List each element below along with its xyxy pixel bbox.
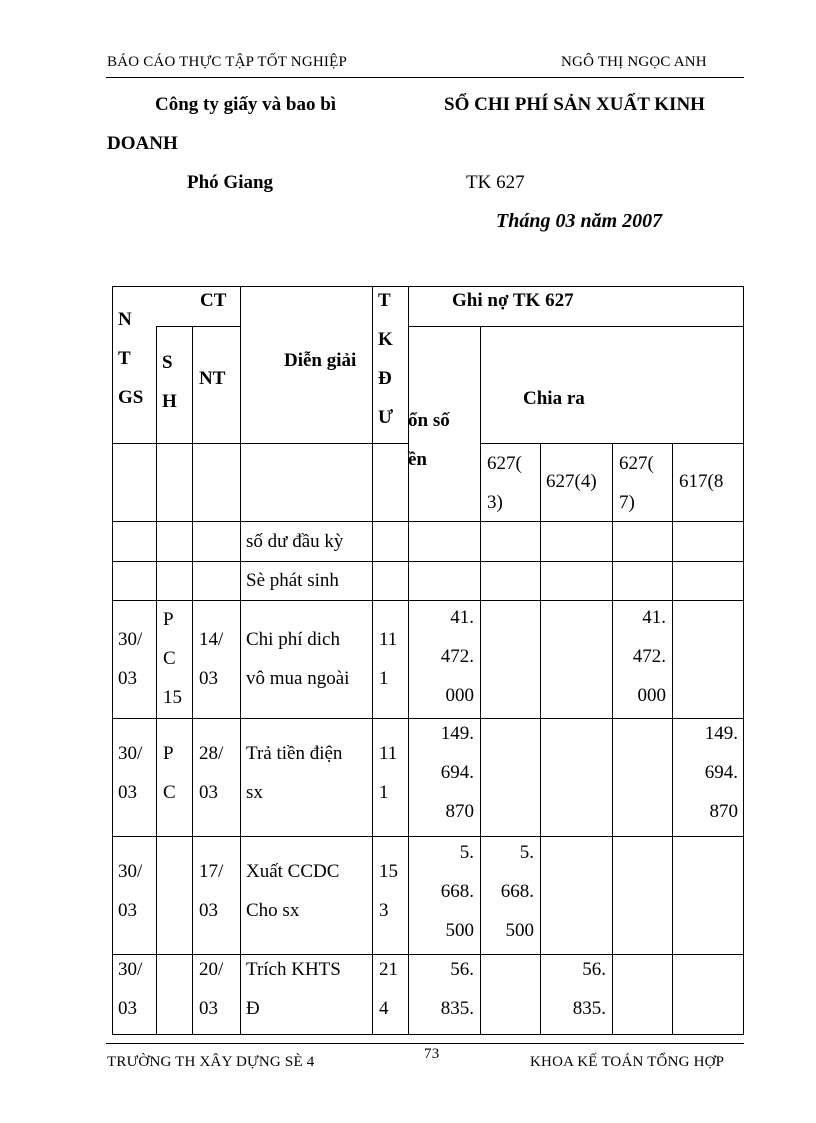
r4-c4-a: 56. (582, 959, 606, 980)
r1-desc-a: Chi phí dich (246, 629, 340, 650)
company-name-cont: DOANH (107, 133, 178, 154)
r3-ntgs (118, 852, 142, 930)
r2-tk-b: 1 (379, 782, 389, 803)
r4-nt-b: 03 (199, 998, 218, 1019)
company-name: Công ty giấy và bao bì (155, 94, 337, 115)
r2-desc-b: sx (246, 782, 263, 803)
header-ntgs-1: N (118, 309, 132, 330)
header-sh-1: S (162, 352, 173, 373)
r2-ntgs-b: 03 (118, 782, 137, 803)
r1-sh-a: P (163, 609, 174, 630)
header-627-4: 627(4) (546, 471, 597, 492)
grid-line (156, 326, 157, 1035)
header-627-3-b: 3) (487, 492, 503, 513)
header-ntgs-2: T (118, 348, 131, 369)
header-chia-ra: Chia ra (523, 388, 585, 409)
grid-line (672, 443, 673, 1035)
header-ntgs-3: GS (118, 387, 144, 408)
r2-ntgs (118, 734, 142, 812)
header-ct: CT (200, 290, 227, 311)
r3-ntgs-a: 30/ (118, 861, 143, 882)
r4-desc-b: Đ (246, 998, 260, 1019)
r2-sh-b: C (163, 782, 176, 803)
header-627-7-b: 7) (619, 492, 635, 513)
r1-ntgs (118, 620, 142, 698)
r2-c8-c: 870 (709, 801, 738, 822)
r4-total-b: 835. (440, 998, 474, 1019)
grid-line (156, 326, 240, 327)
r3-c3-a: 5. (519, 842, 534, 863)
r2-c8-a: 149. (704, 723, 738, 744)
r3-total-c: 500 (445, 920, 474, 941)
r2-desc (246, 734, 342, 812)
grid-line (408, 286, 409, 1035)
r1-sh-b: C (163, 648, 176, 669)
page-number: 73 (424, 1046, 440, 1062)
footer-rule (106, 1043, 744, 1044)
header-627-3-a: 627( (487, 453, 522, 474)
r1-sh (163, 600, 182, 717)
r4-tk-b: 4 (379, 998, 389, 1019)
header-report-title: BÁO CÁO THỰC TẬP TỐT NGHIỆP (107, 54, 347, 70)
header-tkdu-3: Đ (378, 368, 392, 389)
grid-line (192, 326, 193, 1035)
r4-tk-a: 21 (379, 959, 398, 980)
r2-tk-a: 11 (379, 743, 398, 764)
r2-sh (163, 734, 176, 812)
r1-c7-c: 000 (637, 685, 666, 706)
header-tkdu-1: T (378, 290, 391, 311)
r2-nt-b: 03 (199, 782, 218, 803)
r2-total-a: 149. (440, 723, 474, 744)
r1-nt-a: 14/ (199, 629, 224, 650)
ledger-account: TK 627 (466, 172, 525, 193)
header-sh-2: H (162, 391, 177, 412)
r1-c7-a: 41. (642, 607, 666, 628)
r3-c3-b: 668. (500, 881, 534, 902)
header-rule (106, 77, 744, 78)
r1-tk-b: 1 (379, 668, 389, 689)
header-tong-so-1: ổn số (408, 410, 450, 431)
r3-nt-a: 17/ (199, 861, 224, 882)
header-617-8: 617(8 (679, 471, 724, 492)
r3-627-3 (484, 833, 534, 950)
r1-total (412, 598, 474, 715)
company-location: Phó Giang (187, 172, 274, 193)
r4-total (412, 950, 474, 1028)
ledger-period: Tháng 03 năm 2007 (496, 210, 663, 232)
header-627-7-a: 627( (619, 453, 654, 474)
r3-desc-b: Cho sx (246, 900, 300, 921)
r2-total-c: 870 (445, 801, 474, 822)
r3-total-a: 5. (459, 842, 474, 863)
r2-desc-a: Trả tiền điện (246, 743, 343, 764)
grid-line (112, 1034, 744, 1035)
r3-desc-a: Xuất CCDC (246, 861, 340, 882)
footer-school: TRƯỜNG TH XÂY DỰNG SÈ 4 (107, 1054, 315, 1070)
r4-nt (199, 950, 223, 1028)
header-dien-giai: Diễn giải (284, 350, 357, 371)
r4-nt-a: 20/ (199, 959, 224, 980)
r4-ntgs (118, 950, 142, 1028)
r1-nt-b: 03 (199, 668, 218, 689)
header-ntgs (118, 300, 143, 417)
r4-desc (246, 950, 341, 1028)
r1-ntgs-b: 03 (118, 668, 137, 689)
grid-line (480, 326, 481, 1035)
header-627-3 (487, 444, 522, 522)
r1-627-7 (616, 598, 666, 715)
r1-nt (199, 620, 223, 698)
r4-627-4 (546, 950, 606, 1028)
header-tkdu-2: K (378, 329, 393, 350)
r1-ntgs-a: 30/ (118, 629, 143, 650)
r2-c8-b: 694. (704, 762, 738, 783)
header-author: NGÔ THỊ NGỌC ANH (561, 54, 707, 70)
r2-tk (379, 734, 397, 812)
grid-line (612, 443, 613, 1035)
r2-617-8 (676, 714, 738, 831)
grid-line (372, 286, 373, 1035)
r3-nt (199, 852, 223, 930)
grid-line (240, 286, 241, 1035)
r4-total-a: 56. (450, 959, 474, 980)
header-nt: NT (199, 368, 226, 389)
r1-c7-b: 472. (632, 646, 666, 667)
grid-line (112, 561, 744, 562)
header-ghi-no: Ghi nợ TK 627 (452, 290, 574, 311)
row-opening-balance: số dư đầu kỳ (246, 531, 344, 552)
r1-tk-a: 11 (379, 629, 398, 650)
ledger-table (112, 286, 744, 1035)
r4-c4-b: 835. (572, 998, 606, 1019)
r4-ntgs-a: 30/ (118, 959, 143, 980)
grid-line (408, 326, 744, 327)
r1-total-c: 000 (445, 685, 474, 706)
r1-desc (246, 620, 349, 698)
header-sh (162, 343, 177, 421)
r3-tk (379, 852, 398, 930)
grid-line (743, 286, 744, 1035)
r2-total (412, 714, 474, 831)
r2-total-b: 694. (440, 762, 474, 783)
r2-ntgs-a: 30/ (118, 743, 143, 764)
r2-sh-a: P (163, 743, 174, 764)
footer-department: KHOA KẾ TOÁN TỔNG HỢP (530, 1054, 725, 1070)
header-tong-so-2: ền (408, 449, 427, 470)
r1-tk (379, 620, 397, 698)
header-tkdu-4: Ư (378, 407, 394, 428)
r2-nt-a: 28/ (199, 743, 224, 764)
r1-total-b: 472. (440, 646, 474, 667)
r2-nt (199, 734, 223, 812)
r3-desc (246, 852, 339, 930)
r3-nt-b: 03 (199, 900, 218, 921)
r4-ntgs-b: 03 (118, 998, 137, 1019)
r1-sh-c: 15 (163, 687, 182, 708)
r1-total-a: 41. (450, 607, 474, 628)
header-627-7 (619, 444, 654, 522)
r3-total (412, 833, 474, 950)
header-tkdu (378, 281, 393, 437)
r3-tk-a: 15 (379, 861, 398, 882)
row-incurred: Sè phát sinh (246, 570, 339, 591)
ledger-title: SỔ CHI PHÍ SẢN XUẤT KINH (444, 94, 705, 115)
r3-tk-b: 3 (379, 900, 389, 921)
grid-line (112, 286, 113, 1035)
r3-total-b: 668. (440, 881, 474, 902)
r3-ntgs-b: 03 (118, 900, 137, 921)
r1-desc-b: vô mua ngoài (246, 668, 350, 689)
grid-line (540, 443, 541, 1035)
r4-desc-a: Trích KHTS (246, 959, 341, 980)
r3-c3-c: 500 (505, 920, 534, 941)
r4-tk (379, 950, 398, 1028)
